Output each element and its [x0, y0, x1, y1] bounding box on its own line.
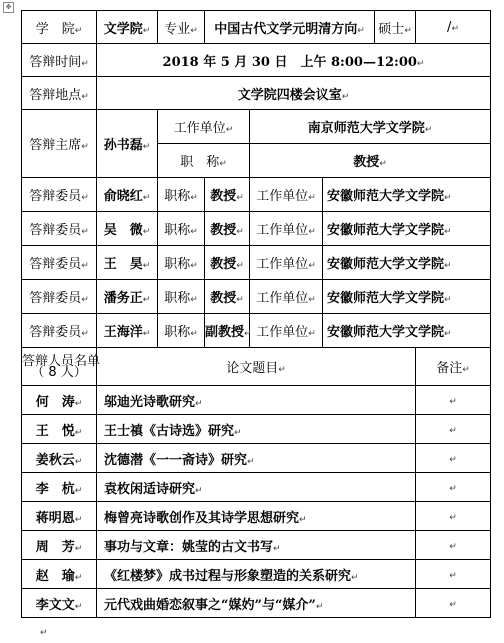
member-unit: 安徽师范大学文学院↵: [323, 280, 491, 314]
student-name: 姜秋云↵: [22, 444, 97, 473]
student-name: 周 芳↵: [22, 531, 97, 560]
member-title: 副教授↵: [205, 314, 250, 348]
member-title-label: 职称↵: [158, 178, 205, 212]
member-unit-label: 工作单位↵: [250, 280, 323, 314]
remark-cell: ↵: [416, 531, 491, 560]
thesis-title: 元代戏曲婚恋叙事之“媒妁”与“媒介”↵: [97, 589, 416, 618]
member-name: 吴 微↵: [97, 212, 158, 246]
member-label: 答辩委员↵: [22, 212, 97, 246]
member-title: 教授↵: [205, 178, 250, 212]
member-title-label: 职称↵: [158, 280, 205, 314]
defense-place-label: 答辩地点↵: [22, 77, 97, 110]
member-unit: 安徽师范大学文学院↵: [323, 178, 491, 212]
names-label: 答辩人员名单 （ 8 人）: [22, 348, 97, 386]
thesis-title: 沈德潜《一一斋诗》研究↵: [97, 444, 416, 473]
member-name: 王 昊↵: [97, 246, 158, 280]
defense-time-row: [22, 44, 491, 77]
remark-cell: ↵: [416, 444, 491, 473]
member-title-label: 职称↵: [158, 212, 205, 246]
member-unit-label: 工作单位↵: [250, 212, 323, 246]
member-row: [22, 280, 491, 314]
member-label: 答辩委员↵: [22, 246, 97, 280]
remark-header: 备注↵: [416, 348, 491, 386]
remark-cell: ↵: [416, 589, 491, 618]
member-row: [22, 212, 491, 246]
member-name: 潘务正↵: [97, 280, 158, 314]
student-row: [22, 589, 491, 618]
student-name: 何 涛↵: [22, 386, 97, 415]
member-row: [22, 314, 491, 348]
degree-value: 硕士↵: [375, 11, 416, 44]
defense-info-table: [21, 10, 491, 618]
college-label: 学 院↵: [22, 11, 97, 44]
member-row: [22, 178, 491, 212]
last-header-value: /↵: [416, 11, 491, 44]
thesis-title: 事功与文章：姚莹的古文书写↵: [97, 531, 416, 560]
member-label: 答辩委员↵: [22, 178, 97, 212]
member-name: 俞晓红↵: [97, 178, 158, 212]
member-title: 教授↵: [205, 212, 250, 246]
defense-place-row: [22, 77, 491, 110]
remark-cell: ↵: [416, 386, 491, 415]
college-row: [22, 11, 491, 44]
student-row: [22, 531, 491, 560]
major-value: 中国古代文学元明清方向↵: [205, 11, 375, 44]
chair-name: 孙书磊↵: [97, 110, 158, 178]
student-name: 李 杭↵: [22, 473, 97, 502]
member-unit-label: 工作单位↵: [250, 314, 323, 348]
chair-title-value: 教授↵: [250, 144, 491, 178]
paragraph-mark: ↵: [40, 628, 48, 638]
table-move-handle-icon[interactable]: ✥: [3, 2, 14, 13]
student-row: [22, 415, 491, 444]
thesis-title: 王士禛《古诗选》研究↵: [97, 415, 416, 444]
defense-time-label: 答辩时间↵: [22, 44, 97, 77]
thesis-title: 梅曾亮诗歌创作及其诗学思想研究↵: [97, 502, 416, 531]
member-row: [22, 246, 491, 280]
student-row: [22, 502, 491, 531]
student-row: [22, 473, 491, 502]
chair-unit-label: 工作单位↵: [158, 110, 250, 144]
member-unit: 安徽师范大学文学院↵: [323, 246, 491, 280]
member-unit: 安徽师范大学文学院↵: [323, 212, 491, 246]
student-name: 李文文↵: [22, 589, 97, 618]
member-label: 答辩委员↵: [22, 314, 97, 348]
defense-time-value: 2018 年 5 月 30 日 上午 8:00—12:00↵: [97, 44, 491, 77]
student-name: 蒋明恩↵: [22, 502, 97, 531]
college-value: 文学院↵: [97, 11, 158, 44]
student-row: [22, 560, 491, 589]
topic-header: 论文题目↵: [97, 348, 416, 386]
student-name: 赵 瑜↵: [22, 560, 97, 589]
member-title: 教授↵: [205, 280, 250, 314]
remark-cell: ↵: [416, 502, 491, 531]
remark-cell: ↵: [416, 473, 491, 502]
member-unit-label: 工作单位↵: [250, 178, 323, 212]
chair-title-label: 职 称↵: [158, 144, 250, 178]
chair-label: 答辩主席↵: [22, 110, 97, 178]
member-unit: 安徽师范大学文学院↵: [323, 314, 491, 348]
chair-row-unit: [22, 110, 491, 144]
student-list-header: [22, 348, 491, 386]
member-label: 答辩委员↵: [22, 280, 97, 314]
major-label: 专业↵: [158, 11, 205, 44]
remark-cell: ↵: [416, 560, 491, 589]
student-row: [22, 444, 491, 473]
member-name: 王海洋↵: [97, 314, 158, 348]
member-title-label: 职称↵: [158, 314, 205, 348]
member-title-label: 职称↵: [158, 246, 205, 280]
defense-place-value: 文学院四楼会议室↵: [97, 77, 491, 110]
student-name: 王 悦↵: [22, 415, 97, 444]
thesis-title: 袁枚闲适诗研究↵: [97, 473, 416, 502]
student-row: [22, 386, 491, 415]
remark-cell: ↵: [416, 415, 491, 444]
member-title: 教授↵: [205, 246, 250, 280]
member-unit-label: 工作单位↵: [250, 246, 323, 280]
thesis-title: 邬迪光诗歌研究↵: [97, 386, 416, 415]
thesis-title: 《红楼梦》成书过程与形象塑造的关系研究↵: [97, 560, 416, 589]
chair-unit-value: 南京师范大学文学院↵: [250, 110, 491, 144]
